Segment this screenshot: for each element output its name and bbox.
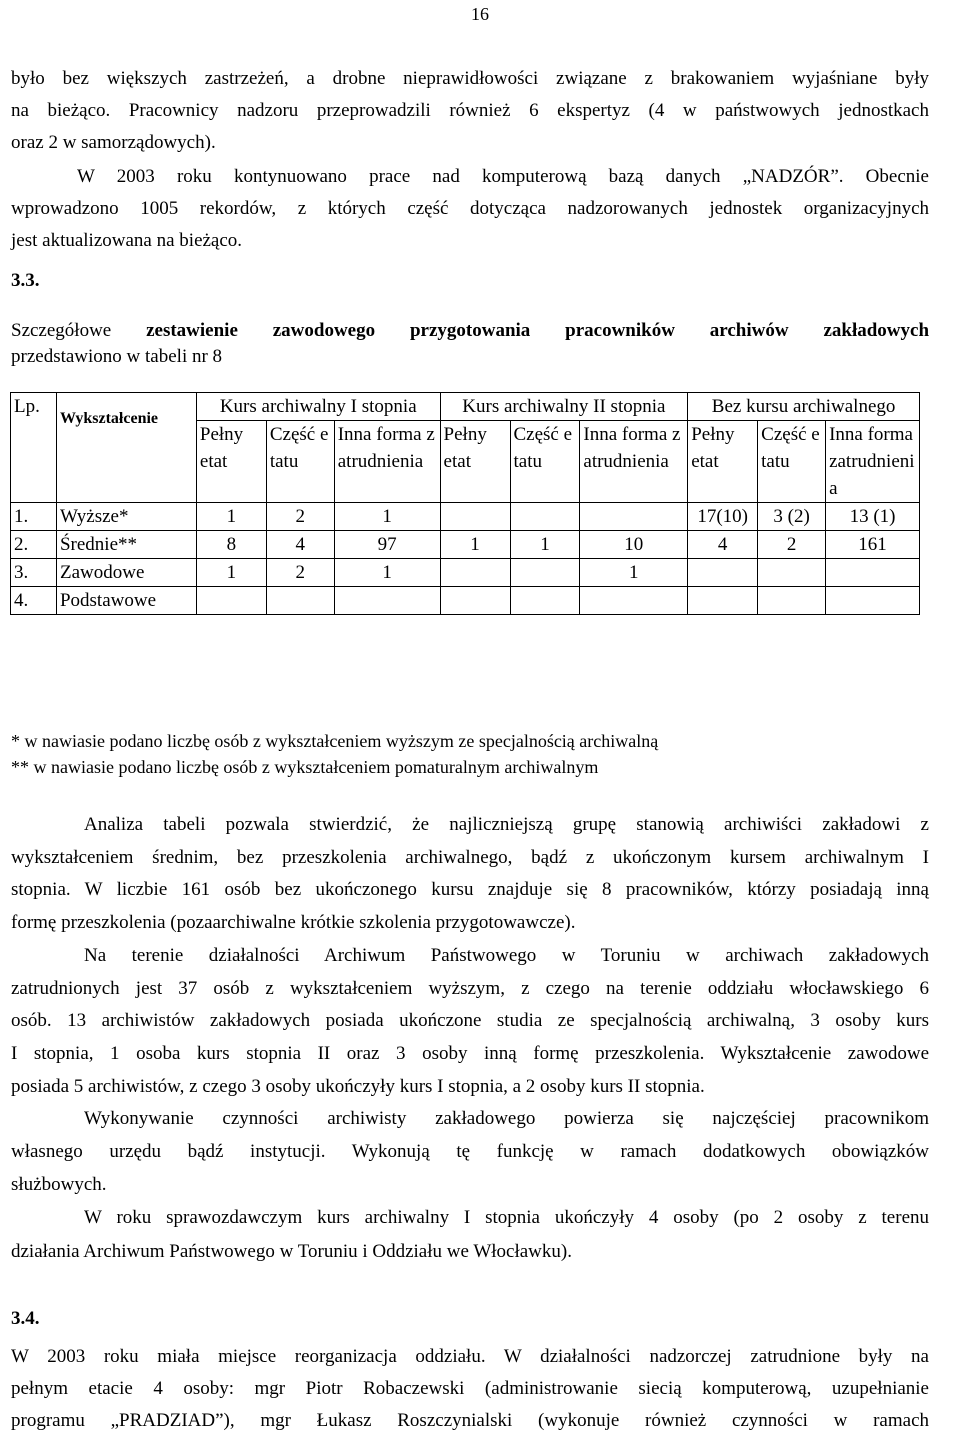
cell: 1 (510, 531, 580, 559)
intro-line: wprowadzono 1005 rekordów, z których część dotycząca nadzorowanych jednostek organizacyjnych (11, 198, 929, 219)
row-name: Zawodowe (56, 559, 196, 587)
cell (334, 587, 440, 615)
sub-other: Inna forma zatrudnienia (334, 421, 440, 503)
footnote-1: * w nawiasie podano liczbę osób z wykształceniem wyższym ze specjalnością archiwalną (11, 731, 659, 751)
cell: 10 (580, 531, 688, 559)
row-lp: 2. (11, 531, 57, 559)
table-intro-plain-2: przedstawiono w tabeli nr 8 (11, 346, 223, 367)
footnote-2: ** w nawiasie podano liczbę osób z wykształceniem pomaturalnym archiwalnym (11, 757, 599, 777)
analysis-line: służbowych. (11, 1174, 107, 1195)
cell (440, 559, 510, 587)
closing-line: W 2003 roku miała miejsce reorganizacja oddziału. W działalności nadzorczej zatrudnione były na (11, 1346, 929, 1367)
cell (440, 587, 510, 615)
cell: 4 (688, 531, 758, 559)
section-heading-3-4: 3.4. (11, 1308, 40, 1329)
analysis-line: własnego urzędu bądź instytucji. Wykonują tę funkcję w ramach dodatkowych obowiązków (11, 1141, 929, 1162)
analysis-line: posiada 5 archiwistów, z czego 3 osoby ukończyły kurs I stopnia, a 2 osoby kurs II stopnia. (11, 1076, 705, 1097)
row-name: Średnie** (56, 531, 196, 559)
row-lp: 3. (11, 559, 57, 587)
analysis-line: W roku sprawozdawczym kurs archiwalny I stopnia ukończyły 4 osoby (po 2 osoby z terenu (84, 1207, 929, 1228)
education-table (10, 392, 920, 615)
header-group-2: Kurs archiwalny II stopnia (440, 393, 688, 421)
table-intro-bold: zestawienie zawodowego przygotowania pracowników archiwów zakładowych (146, 320, 930, 341)
intro-line: jest aktualizowana na bieżąco. (11, 230, 243, 251)
analysis-line: I stopnia, 1 osoba kurs stopnia II oraz 3 osoby inną formę przeszkolenia. Wykształcenie zawodowe (11, 1043, 929, 1064)
cell (758, 559, 826, 587)
cell: 17(10) (688, 503, 758, 531)
intro-line: W 2003 roku kontynuowano prace nad komputerową bazą danych „NADZÓR”. Obecnie (77, 166, 929, 187)
table-intro-plain: Szczegółowe (11, 320, 147, 341)
cell (580, 587, 688, 615)
analysis-line: wykształceniem średnim, bez przeszkolenia archiwalnego, bądź z ukończonym kursem archiwalnym I (11, 847, 929, 868)
sub-part: Część etatu (510, 421, 580, 503)
analysis-line: zatrudnionych jest 37 osób z wykształceniem wyższym, z czego na terenie oddziału włocławskiego 6 (11, 978, 929, 999)
cell: 2 (266, 503, 334, 531)
row-lp: 1. (11, 503, 57, 531)
cell: 161 (826, 531, 920, 559)
section-heading-3-3: 3.3. (11, 270, 40, 291)
table-intro-line (11, 320, 929, 342)
closing-line: pełnym etacie 4 osoby: mgr Piotr Robaczewski (administrowanie siecią komputerową, uzupełnianie (11, 1378, 929, 1399)
cell: 1 (440, 531, 510, 559)
cell (688, 587, 758, 615)
table-row (11, 531, 920, 559)
sub-other: Inna forma zatrudnienia (826, 421, 920, 503)
header-lp: Lp. (11, 393, 57, 503)
cell (688, 559, 758, 587)
cell: 1 (334, 559, 440, 587)
sub-other: Inna forma zatrudnienia (580, 421, 688, 503)
analysis-line: Na terenie działalności Archiwum Państwowego w Toruniu w archiwach zakładowych (84, 945, 929, 966)
analysis-line: osób. 13 archiwistów zakładowych posiada ukończone studia ze specjalnością archiwalną, 3 osoby kurs (11, 1010, 929, 1031)
cell (440, 503, 510, 531)
cell: 3 (2) (758, 503, 826, 531)
row-name: Wyższe* (56, 503, 196, 531)
intro-line: na bieżąco. Pracownicy nadzoru przeprowadzili również 6 ekspertyz (4 w państwowych jednostkach (11, 100, 929, 121)
table-row (11, 587, 920, 615)
cell: 2 (758, 531, 826, 559)
cell: 1 (196, 503, 266, 531)
cell (580, 503, 688, 531)
cell (510, 559, 580, 587)
analysis-line: działania Archiwum Państwowego w Toruniu i Oddziału we Włocławku). (11, 1241, 572, 1262)
cell: 8 (196, 531, 266, 559)
sub-full: Pełny etat (196, 421, 266, 503)
cell (510, 503, 580, 531)
table-row (11, 503, 920, 531)
sub-part: Część etatu (758, 421, 826, 503)
analysis-line: formę przeszkolenia (pozaarchiwalne krótkie szkolenia przygotowawcze). (11, 912, 576, 933)
row-lp: 4. (11, 587, 57, 615)
sub-full: Pełny etat (688, 421, 758, 503)
cell: 13 (1) (826, 503, 920, 531)
cell: 2 (266, 559, 334, 587)
cell (826, 559, 920, 587)
table-header-row (11, 393, 920, 421)
cell (758, 587, 826, 615)
cell (266, 587, 334, 615)
analysis-line: Analiza tabeli pozwala stwierdzić, że najliczniejszą grupę stanowią archiwiści zakładowi z (84, 814, 929, 835)
analysis-line: Wykonywanie czynności archiwisty zakładowego powierza się najczęściej pracownikom (84, 1108, 929, 1129)
cell (510, 587, 580, 615)
header-group-1: Kurs archiwalny I stopnia (196, 393, 440, 421)
cell (826, 587, 920, 615)
row-name: Podstawowe (56, 587, 196, 615)
sub-part: Część etatu (266, 421, 334, 503)
cell: 1 (196, 559, 266, 587)
header-education: Wykształcenie (56, 393, 196, 503)
closing-line: programu „PRADZIAD”), mgr Łukasz Roszczynialski (wykonuje również czynności w ramach (11, 1410, 929, 1431)
cell: 1 (334, 503, 440, 531)
sub-full: Pełny etat (440, 421, 510, 503)
table-row (11, 559, 920, 587)
intro-line: było bez większych zastrzeżeń, a drobne nieprawidłowości związane z brakowaniem wyjaśniane były (11, 68, 929, 89)
cell: 97 (334, 531, 440, 559)
header-group-3: Bez kursu archiwalnego (688, 393, 920, 421)
cell (196, 587, 266, 615)
analysis-line: stopnia. W liczbie 161 osób bez ukończonego kursu znajduje się 8 pracowników, którzy posiadają inną (11, 879, 929, 900)
cell: 1 (580, 559, 688, 587)
intro-line: oraz 2 w samorządowych). (11, 132, 216, 153)
page-number: 16 (471, 4, 489, 24)
cell: 4 (266, 531, 334, 559)
